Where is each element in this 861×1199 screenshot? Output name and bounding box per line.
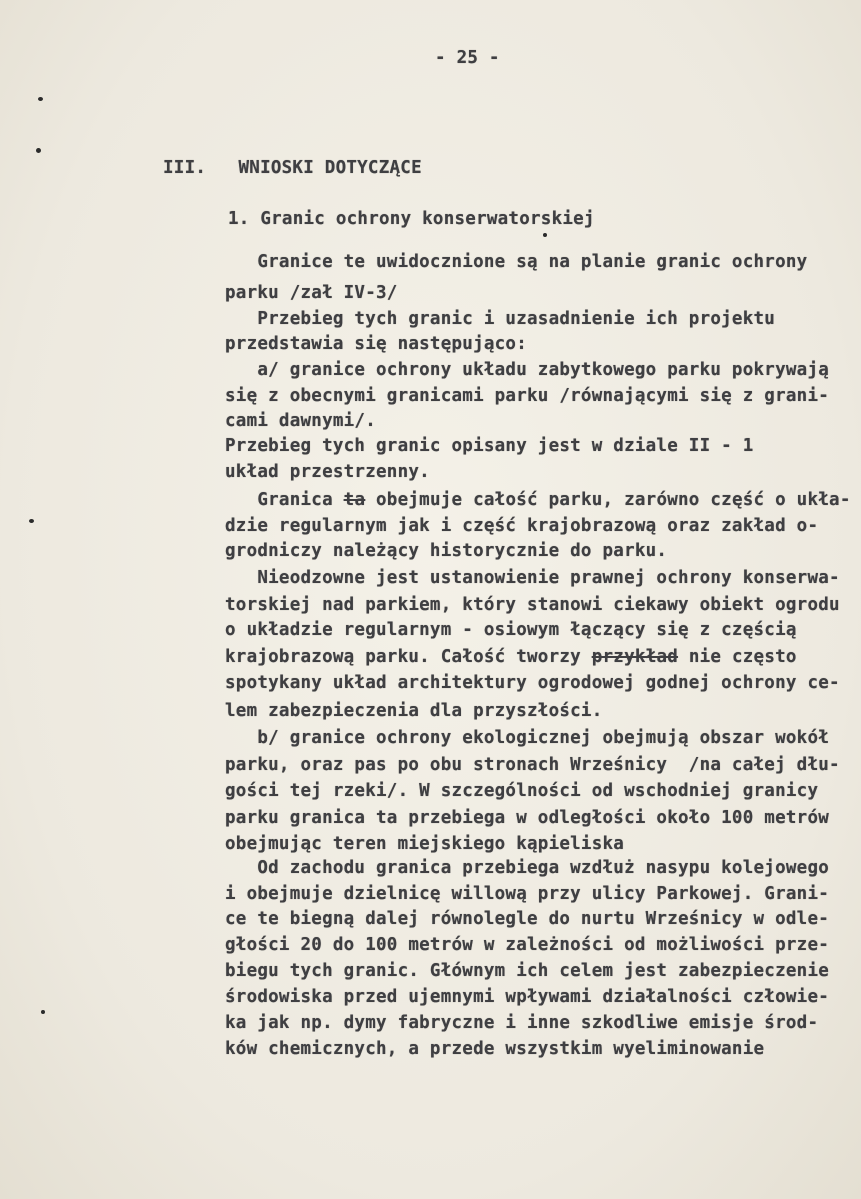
text-line: Od zachodu granica przebiega wzdłuż nasypu kolejowego — [225, 858, 830, 878]
text-line: spotykany układ architektury ogrodowej godnej ochrony ce- — [225, 673, 840, 693]
text-line: parku granica ta przebiega w odległości około 100 metrów — [225, 808, 830, 828]
text-line: ka jak np. dymy fabryczne i inne szkodliwe emisje środ- — [225, 1013, 819, 1033]
text-line: Przebieg tych granic i uzasadnienie ich projektu — [225, 309, 776, 329]
text-line: lem zabezpieczenia dla przyszłości. — [225, 701, 603, 721]
ink-dot — [543, 233, 547, 237]
section-heading: III. WNIOSKI DOTYCZĄCE — [163, 158, 422, 178]
text-line: Przebieg tych granic opisany jest w dziale II - 1 — [225, 436, 754, 456]
text-line: torskiej nad parkiem, który stanowi ciekawy obiekt ogrodu — [225, 595, 840, 615]
text-line: się z obecnymi granicami parku /równającymi się z grani- — [225, 386, 830, 406]
text-fragment: krajobrazową parku. Całość tworzy — [225, 647, 581, 667]
margin-mark — [29, 519, 34, 523]
text-line: środowiska przed ujemnymi wpływami działalności człowie- — [225, 987, 830, 1007]
text-line: ków chemicznych, a przede wszystkim wyeliminowanie — [225, 1039, 765, 1059]
text-line: parku, oraz pas po obu stronach Wrześnicy /na całej dłu- — [225, 755, 840, 775]
text-line: Nieodzowne jest ustanowienie prawnej ochrony konserwa- — [225, 568, 840, 588]
text-line: Granice te uwidocznione są na planie granic ochrony — [225, 252, 808, 272]
text-line: b/ granice ochrony ekologicznej obejmują obszar wokół — [225, 728, 830, 748]
text-line: ce te biegną dalej równolegle do nurtu Wrześnicy w odle- — [225, 909, 830, 929]
text-line-with-strike — [225, 649, 797, 667]
text-line: o układzie regularnym - osiowym łączący się z częścią — [225, 620, 797, 640]
text-line: i obejmuje dzielnicę willową przy ulicy Parkowej. Grani- — [225, 884, 830, 904]
text-line: biegu tych granic. Głównym ich celem jest zabezpieczenie — [225, 961, 830, 981]
text-line: obejmując teren miejskiego kąpieliska — [225, 834, 625, 854]
margin-mark — [36, 148, 41, 153]
text-fragment: obejmuje całość parku, zarówno część o ukła- — [365, 490, 851, 510]
page-number: - 25 - — [435, 48, 500, 68]
text-line-with-strike — [225, 492, 851, 510]
text-line: układ przestrzenny. — [225, 462, 430, 482]
text-line: parku /zał IV-3/ — [225, 283, 398, 303]
margin-mark — [38, 97, 43, 101]
text-line: głości 20 do 100 metrów w zależności od możliwości prze- — [225, 935, 830, 955]
text-line: gości tej rzeki/. W szczególności od wschodniej granicy — [225, 781, 819, 801]
text-fragment: Granica — [225, 490, 333, 510]
struck-text: przykład — [591, 647, 679, 667]
subsection-heading: 1. Granic ochrony konserwatorskiej — [228, 209, 595, 229]
text-line: a/ granice ochrony układu zabytkowego parku pokrywają — [225, 360, 830, 380]
text-line: przedstawia się następująco: — [225, 334, 528, 354]
struck-text: ta — [343, 490, 366, 510]
text-line: cami dawnymi/. — [225, 411, 377, 431]
margin-mark — [41, 1010, 45, 1014]
text-fragment: nie często — [678, 647, 797, 667]
text-line: grodniczy należący historycznie do parku. — [225, 541, 668, 561]
text-line: dzie regularnym jak i część krajobrazową oraz zakład o- — [225, 516, 819, 536]
